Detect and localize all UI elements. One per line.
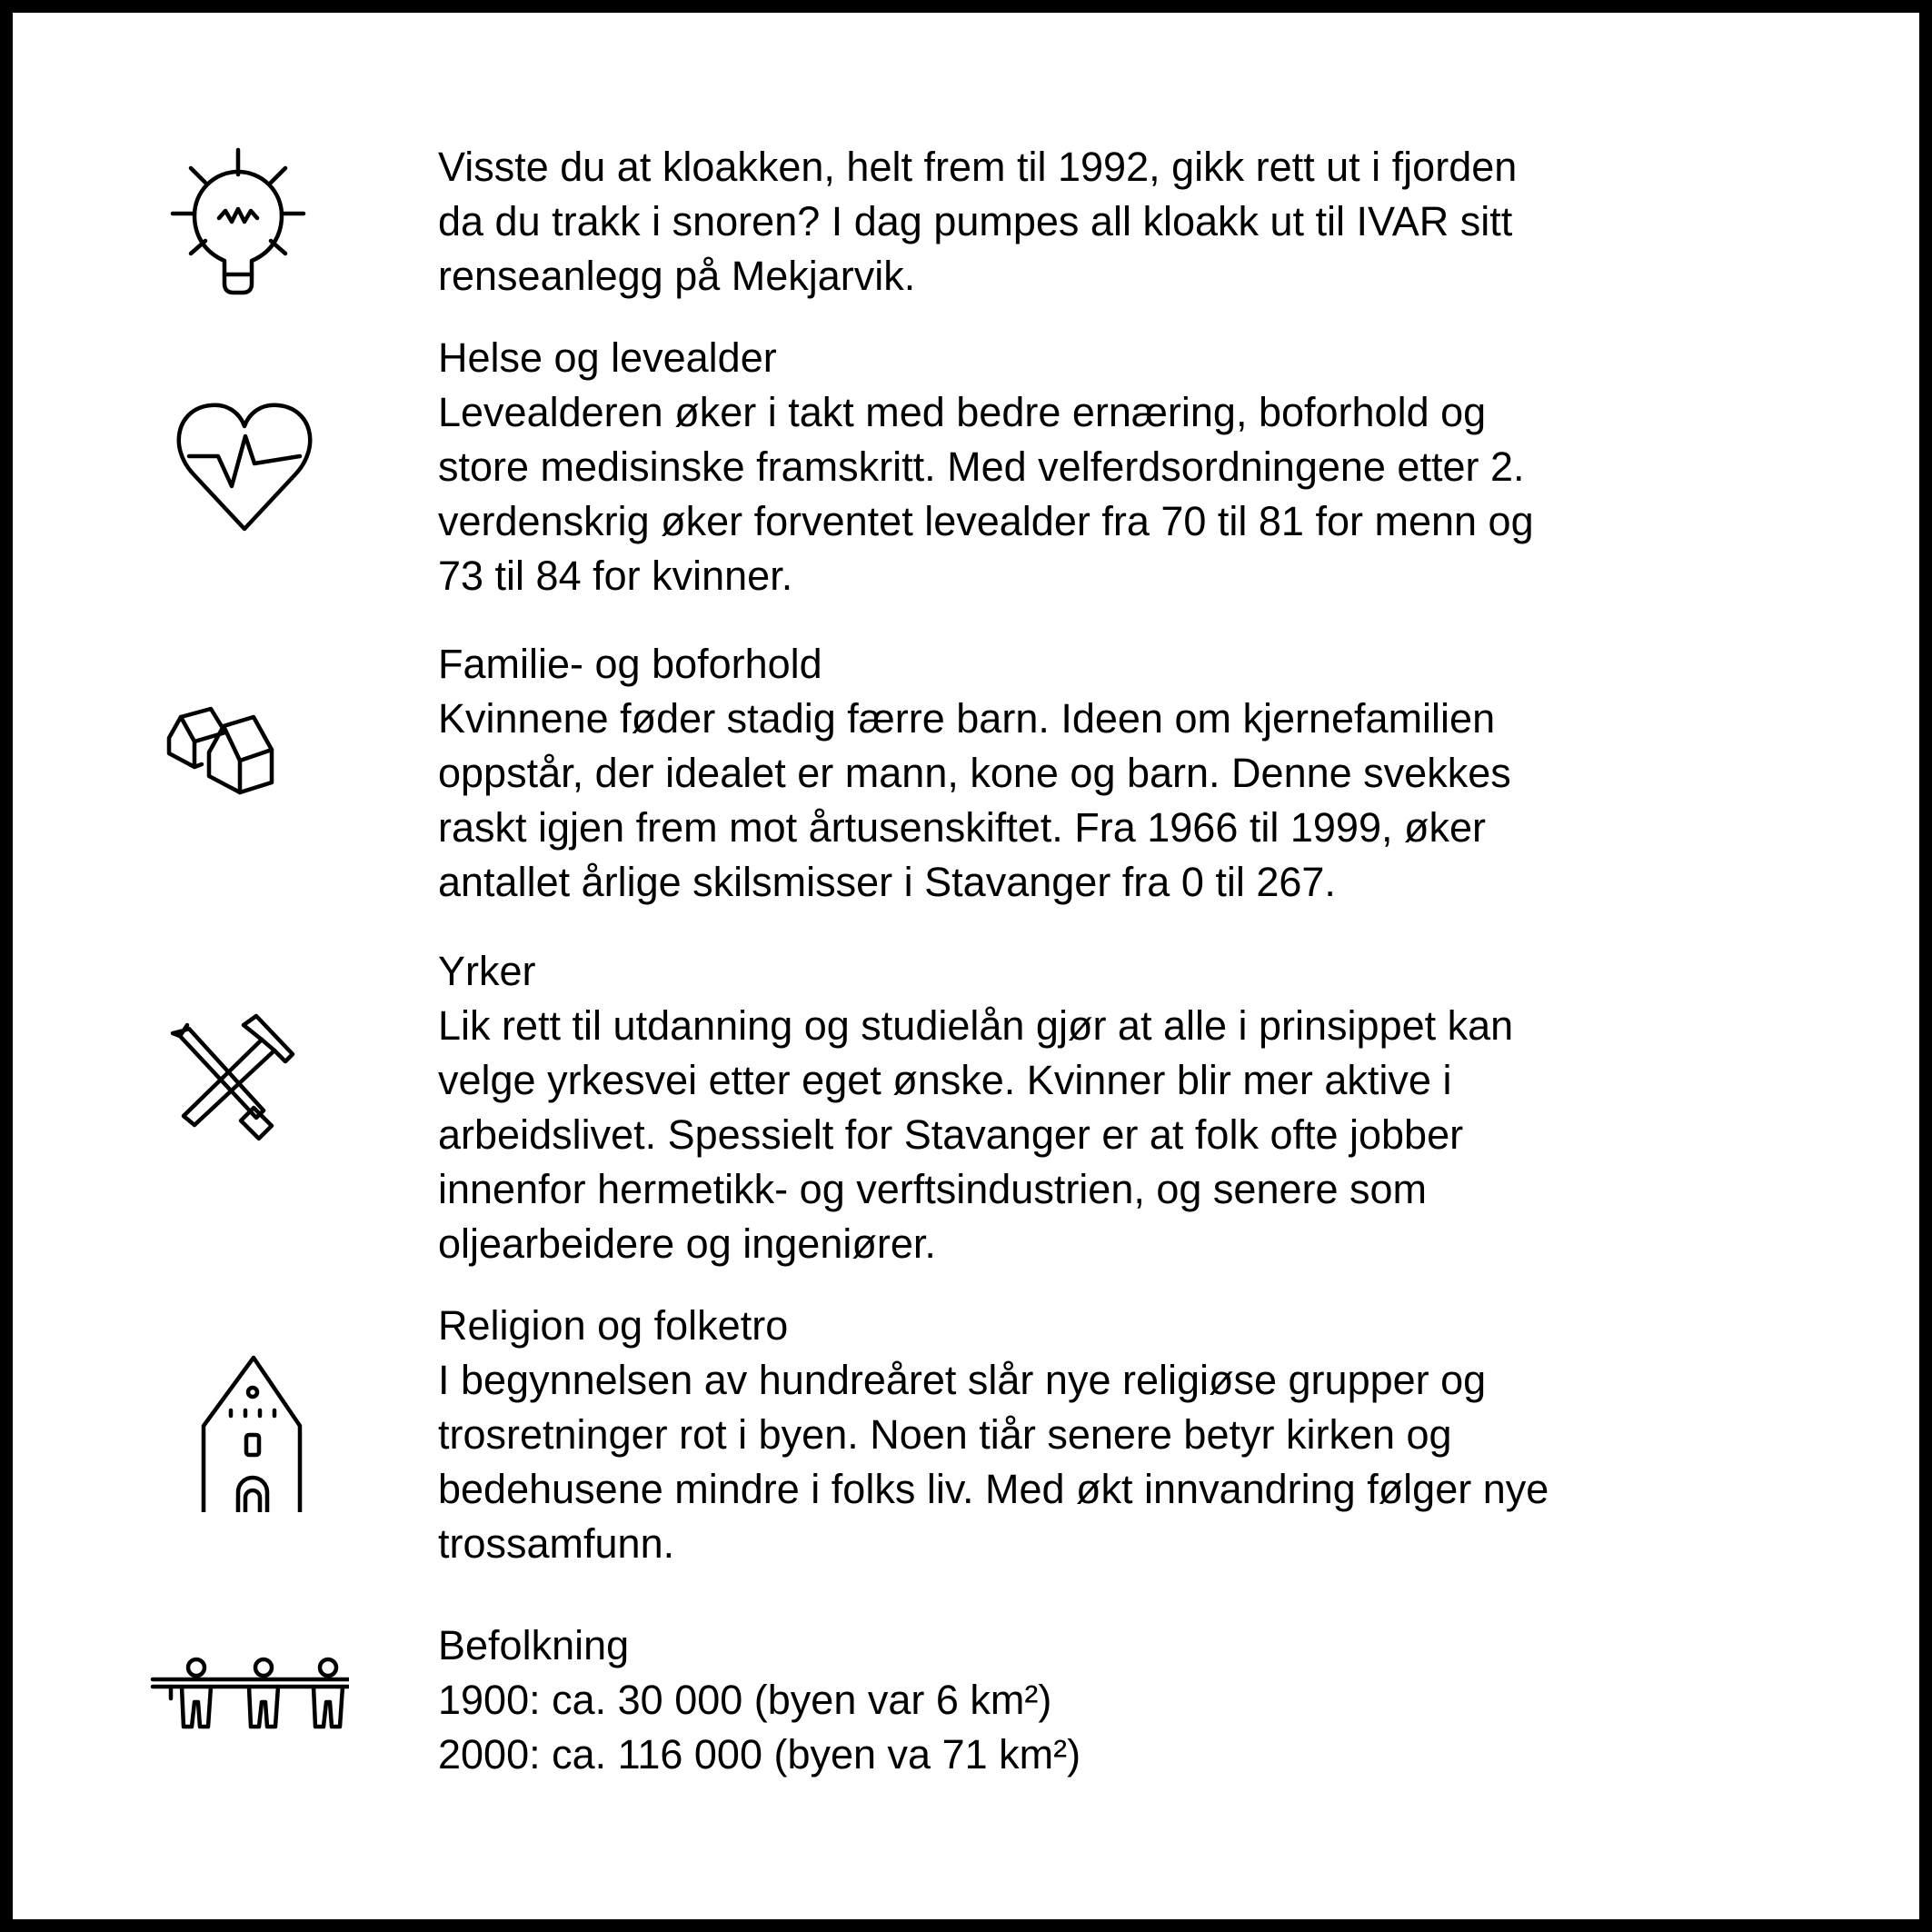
section-title: Befolkning [438,1622,630,1668]
people-icon [140,1628,349,1837]
section-lightbulb-text [438,140,1710,304]
section-body-line: Levealderen øker i takt med bedre ernæring, boforhold og [438,389,1487,435]
heart-pulse-icon [140,354,349,563]
section-body-line: antallet årlige skilsmisser i Stavanger fra 0 til 267. [438,859,1336,905]
lightbulb-icon [140,138,349,347]
section-title: Familie- og boforhold [438,641,822,687]
section-body-line: trossamfunn. [438,1520,675,1567]
section-title: Helse og levealder [438,334,777,381]
section-title: Yrker [438,948,536,994]
church-icon [140,1303,349,1512]
section-jobs-text [438,944,1710,1271]
section-body-line: oljearbeidere og ingeniører. [438,1220,936,1267]
section-body-line: 1900: ca. 30 000 (byen var 6 km²) [438,1677,1052,1723]
section-body-line: bedehusene mindre i folks liv. Med økt innvandring følger nye [438,1466,1549,1512]
section-body-line: arbeidslivet. Spessielt for Stavanger er at folk ofte jobber [438,1111,1464,1158]
section-body-line: oppstår, der idealet er mann, kone og barn. Denne svekkes [438,750,1511,796]
section-body-line: trosretninger rot i byen. Noen tiår senere betyr kirken og [438,1411,1452,1458]
section-body-line: store medisinske framskritt. Med velferdsordningene etter 2. [438,443,1525,490]
section-family-text [438,637,1710,910]
section-population-text [438,1618,1710,1782]
section-health-text [438,331,1710,603]
houses-icon [140,672,349,881]
section-body-line: raskt igjen frem mot årtusenskiftet. Fra 1966 til 1999, øker [438,804,1486,851]
section-body-line: 73 til 84 for kvinner. [438,553,793,599]
section-body-line: 2000: ca. 116 000 (byen va 71 km²) [438,1731,1081,1778]
section-body-line: da du trakk i snoren? I dag pumpes all kloakk ut til IVAR sitt [438,198,1513,244]
section-body-line: velge yrkesvei etter eget ønske. Kvinner blir mer aktive i [438,1057,1452,1103]
section-body-line: I begynnelsen av hundreåret slår nye religiøse grupper og [438,1357,1487,1403]
hammer-pencil-icon [140,983,349,1192]
section-body-line: Visste du at kloakken, helt frem til 1992, gikk rett ut i fjorden [438,144,1518,190]
section-religion-text [438,1299,1710,1571]
section-title: Religion og folketro [438,1302,789,1349]
section-body-line: innenfor hermetikk- og verftsindustrien, og senere som [438,1166,1428,1212]
section-body-line: renseanlegg på Mekjarvik. [438,253,916,299]
section-body-line: Kvinnene føder stadig færre barn. Ideen om kjernefamilien [438,695,1496,742]
section-body-line: Lik rett til utdanning og studielån gjør at alle i prinsippet kan [438,1002,1514,1049]
section-body-line: verdenskrig øker forventet levealder fra 70 til 81 for menn og [438,498,1534,544]
